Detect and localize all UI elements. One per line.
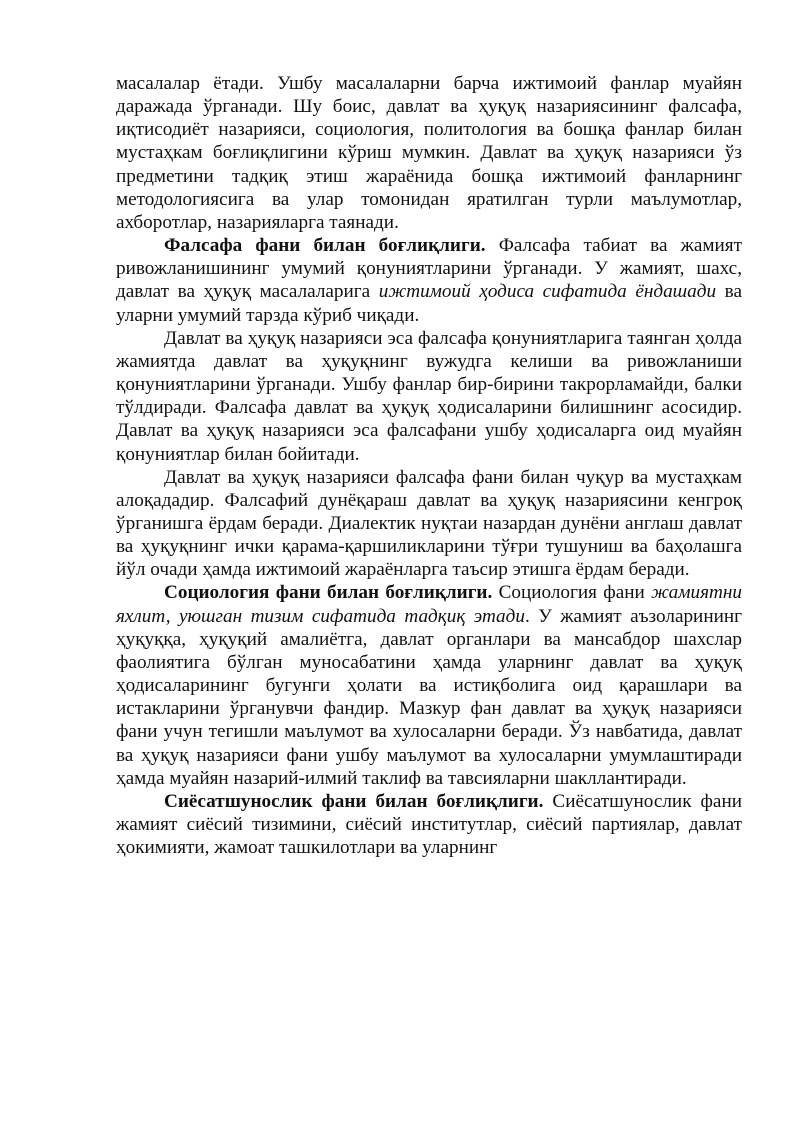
section-heading-philosophy: Фалсафа фани билан боғлиқлиги. (164, 235, 486, 257)
text-run: Социология фани (492, 582, 652, 604)
italic-run: ижтимоий ҳодиса сифатида ёндашади (378, 281, 717, 303)
paragraph-philosophy (116, 234, 742, 327)
paragraph-political-science (116, 790, 742, 859)
paragraph (116, 72, 742, 234)
paragraph (116, 466, 742, 582)
text-run: масалалар ётади. Ушбу масалаларни барча ижтимоий фанлар муайян даражада ўрганади. Шу боис, давлат ва ҳуқуқ назариясининг фалсафа, иқтисодиёт назарияси, социология, политология ва бошқа фанлар билан мустаҳкам боғлиқлигини кўриш мумкин. Давлат ва ҳуқуқ назарияси ўз предметини тадқиқ этиш жараёнида бошқа ижтимоий фанларнинг методологиясига ва улар томонидан яратилган турли маълумотлар, ахборотлар, назарияларга таянади. (116, 73, 742, 233)
text-run: Сиёсатшунослик фани жамият сиёсий тизимини, сиёсий институтлар, сиёсий партиялар, давлат ҳокимияти, жамоат ташкилотлари ва уларнинг (116, 790, 742, 859)
text-run: Фалсафа табиат ва жамият ривожланишининг умумий қонуниятларини ўрганади. У жамият, шахс, давлат ва ҳуқуқ масалаларига (116, 235, 742, 303)
text-run: Давлат ва ҳуқуқ назарияси фалсафа фани билан чуқур ва мустаҳкам алоқададир. Фалсафий дунёқараш давлат ва ҳуқуқ назариясини кенгроқ ўрганишга ёрдам беради. Диалектик нуқтаи назардан дунёни англаш давлат ва ҳуқуқнинг ички қарама-қаршиликларини тўғри тушуниш ва баҳолашга йўл очади ҳамда ижтимоий жараёнларга таъсир этишга ёрдам беради. (116, 466, 742, 581)
italic-run: жамиятни яхлит, уюшган тизим сифатида тадқиқ этади (116, 582, 742, 627)
paragraph (116, 327, 742, 466)
text-run: . У жамият аъзоларининг ҳуқуққа, ҳуқуқий амалиётга, давлат органлари ва мансабдор шахслар фаолиятига бўлган муносабатини ҳамда уларнинг давлат ва ҳуқуқ ҳодисаларининг бугунги ҳолати ва истиқболига оид қарашлари ва истакларини ўрганувчи фандир. Мазкур фан давлат ва ҳуқуқ назарияси фани учун тегишли маълумот ва хулосаларни беради. Ўз навбатида, давлат ва ҳуқуқ назарияси фани ушбу маълумот ва хулосаларни умумлаштиради ҳамда муайян назарий-илмий таклиф ва тавсияларни шакллантиради. (116, 605, 742, 789)
body-text (116, 72, 742, 859)
text-run: Давлат ва ҳуқуқ назарияси эса фалсафа қонуниятларига таянган ҳолда жамиятда давлат ва ҳуқуқнинг вужудга келиши ва ривожланиши қонуниятларини ўрганади. Ушбу фанлар бир-бирини такрорламайди, балки тўлдиради. Фалсафа давлат ва ҳуқуқ ҳодисаларини билишнинг асосидир. Давлат ва ҳуқуқ назарияси эса фалсафани ушбу ҳодисаларга оид муайян қонуниятлар билан бойитади. (116, 327, 742, 465)
paragraph-sociology (116, 581, 742, 789)
section-heading-political-science: Сиёсатшунослик фани билан боғлиқлиги. (164, 790, 544, 812)
section-heading-sociology: Социология фани билан боғлиқлиги. (164, 582, 493, 604)
text-run: ва уларни умумий тарзда кўриб чиқади. (116, 281, 742, 326)
